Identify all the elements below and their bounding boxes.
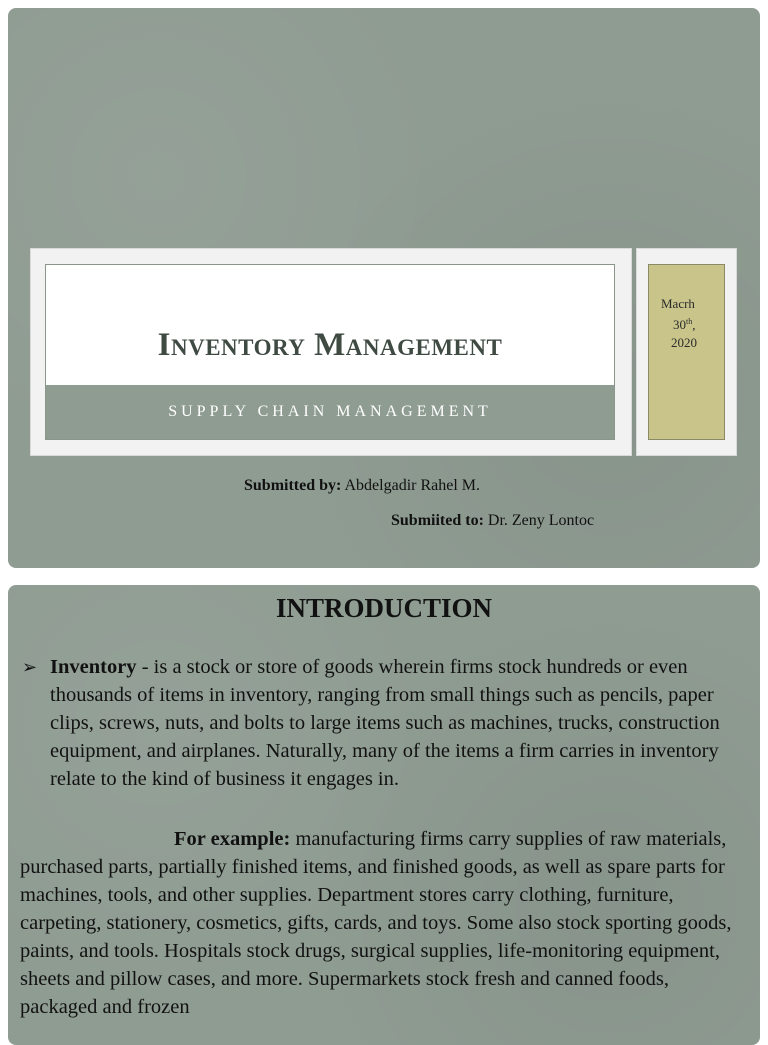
date-box xyxy=(648,264,725,440)
subtitle-band xyxy=(46,385,614,439)
date-suffix: th xyxy=(686,317,693,326)
submitted-to-value: Dr. Zeny Lontoc xyxy=(487,512,595,529)
submitted-to xyxy=(391,512,594,530)
date-year: 2020 xyxy=(671,335,697,351)
bullet-term: Inventory xyxy=(50,656,137,678)
introduction-slide xyxy=(8,585,760,1045)
example-paragraph xyxy=(20,825,750,1021)
presentation-subtitle: SUPPLY CHAIN MANAGEMENT xyxy=(168,403,492,420)
submitted-to-label: Submiited to: xyxy=(391,512,484,529)
example-text: manufacturing firms carry supplies of raw materials, purchased parts, partially finished items, and finished goods, as well as spare parts for machines, tools, and other supplies. Department stores carry clothing, furniture, carpeting, stationery, cosmetics, gifts, cards, and toys. Some also stock sporting goods, paints, and tools. Hospitals stock drugs, surgical supplies, life-monitoring equipment, sheets and pillow cases, and more. Supermarkets stock fresh and canned foods, packaged and frozen xyxy=(20,828,732,1018)
date-comma: , xyxy=(692,317,696,333)
submitted-by-label: Submitted by: xyxy=(244,477,342,494)
bullet-definition: - is a stock or store of goods wherein firms stock hundreds or even thousands of items in inventory, ranging from small things such as pencils, paper clips, screws, nuts, and bolts to large items such as machines, trucks, construction equipment, and airplanes. Naturally, many of the items a firm carries in inventory relate to the kind of business it engages in. xyxy=(50,656,720,790)
title-slide xyxy=(8,8,760,568)
date-text xyxy=(661,295,697,352)
date-month: Macrh xyxy=(661,296,695,311)
date-frame xyxy=(636,248,737,456)
presentation-title: Inventory Management xyxy=(157,327,503,363)
inventory-bullet xyxy=(22,653,744,793)
introduction-heading: INTRODUCTION xyxy=(275,593,493,623)
title-box xyxy=(45,264,615,440)
arrow-bullet-icon: ➢ xyxy=(22,657,38,677)
submitted-by xyxy=(244,477,480,495)
date-day: 30 xyxy=(673,317,686,333)
example-label: For example: xyxy=(174,828,291,850)
submitted-by-value: Abdelgadir Rahel M. xyxy=(344,477,481,494)
bullet-text xyxy=(50,653,744,793)
title-frame xyxy=(30,248,632,456)
